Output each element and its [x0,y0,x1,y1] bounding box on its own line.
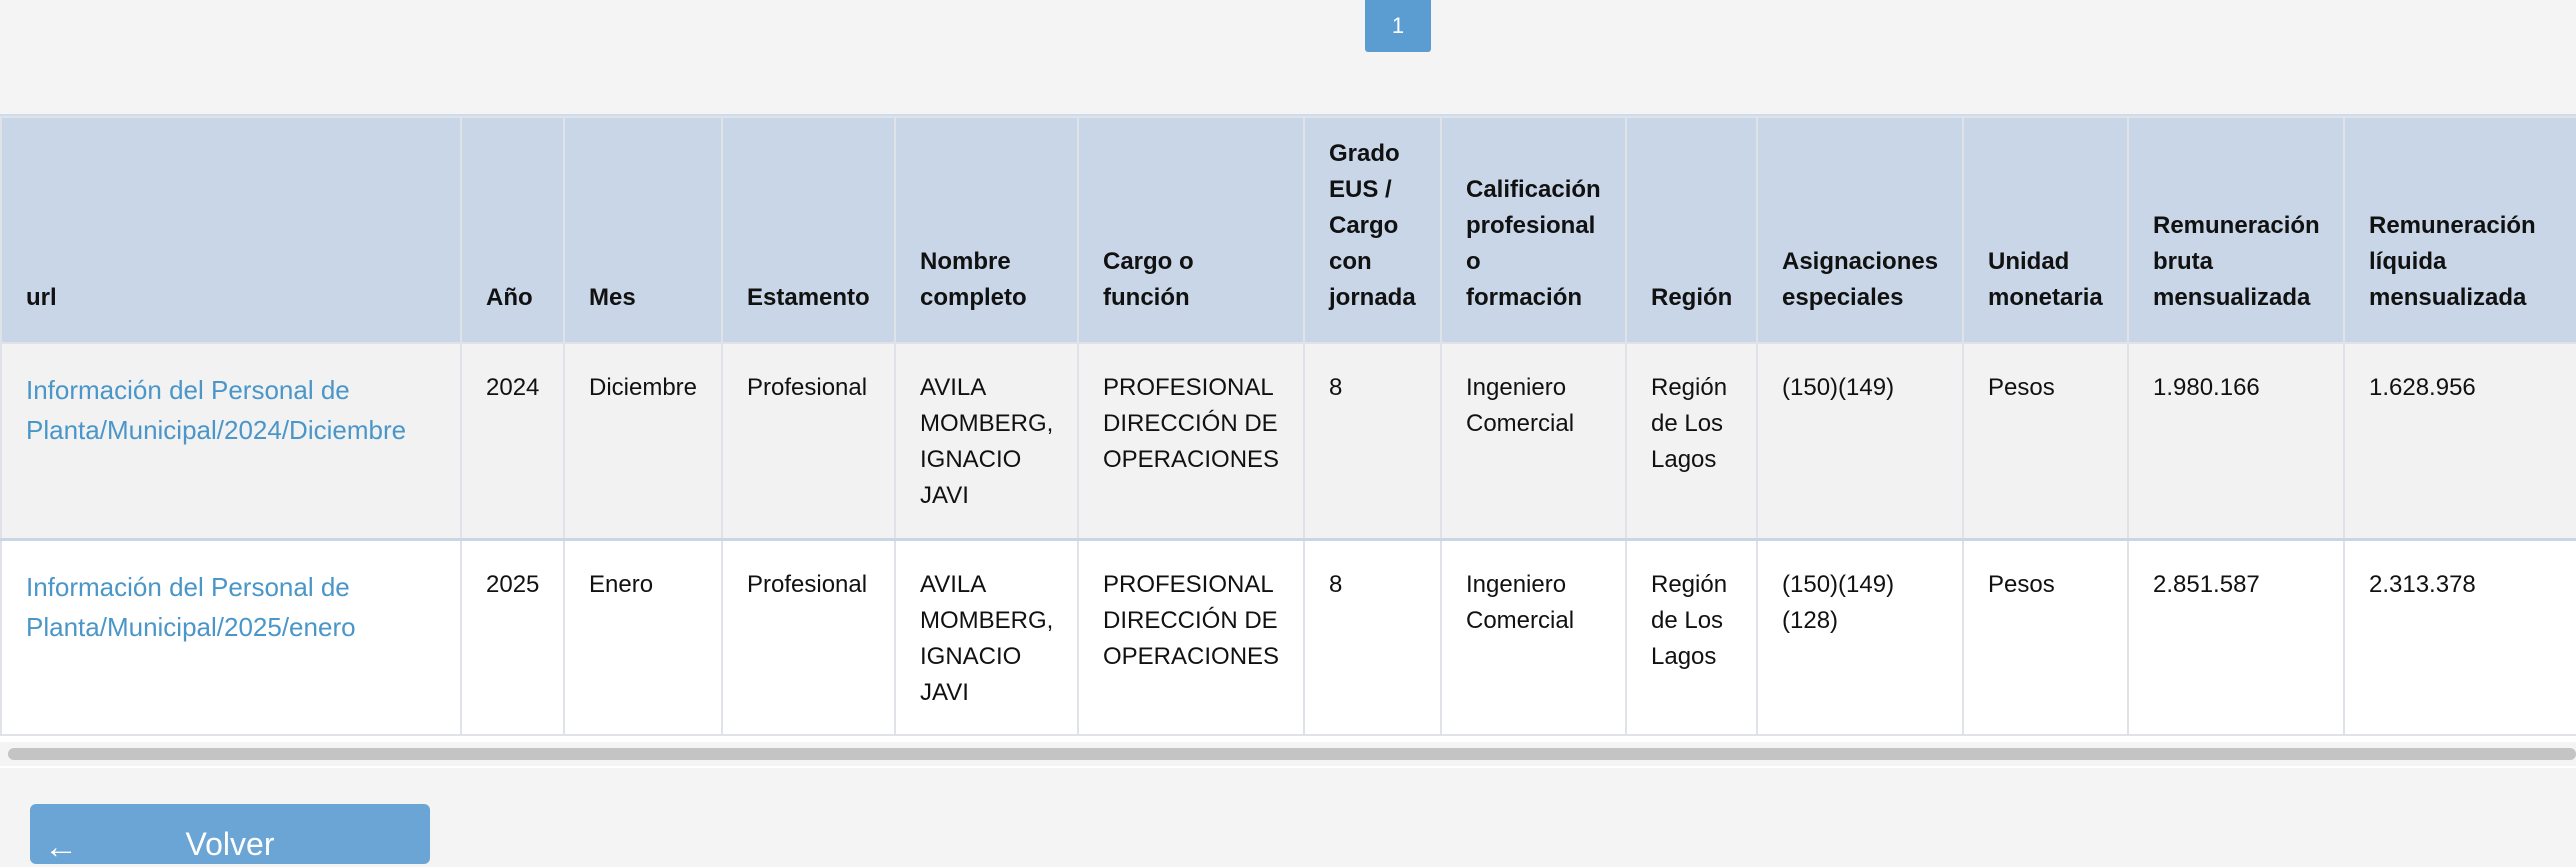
pagination-page-1[interactable]: 1 [1365,0,1431,52]
column-header-estamento[interactable]: Estamento [722,117,895,343]
data-table-container [0,114,2576,768]
cell-cargo: PROFESIONAL DIRECCIÓN DE OPERACIONES [1078,539,1304,735]
cell-unidad: Pesos [1963,539,2128,735]
cell-unidad: Pesos [1963,343,2128,539]
cell-nombre: AVILA MOMBERG, IGNACIO JAVI [895,343,1078,539]
horizontal-scrollbar[interactable] [0,742,2576,766]
cell-estamento: Profesional [722,343,895,539]
cell-region: Región de Los Lagos [1626,539,1757,735]
cell-anio: 2024 [461,343,564,539]
cell-asignaciones: (150)(149) [1757,343,1963,539]
cell-liquida: 2.313.378 [2344,539,2576,735]
cell-calificacion: Ingeniero Comercial [1441,343,1626,539]
cell-bruta: 2.851.587 [2128,539,2344,735]
cell-cargo: PROFESIONAL DIRECCIÓN DE OPERACIONES [1078,343,1304,539]
column-header-calificacion[interactable]: Calificación profesional o formación [1441,117,1626,343]
row-link[interactable]: Información del Personal de Planta/Municipal/2024/Diciembre [26,375,407,445]
cell-estamento: Profesional [722,539,895,735]
cell-asignaciones: (150)(149)(128) [1757,539,1963,735]
column-header-region[interactable]: Región [1626,117,1757,343]
cell-grado: 8 [1304,343,1441,539]
data-table [0,116,2576,736]
arrow-left-icon: ← [44,828,78,866]
table-row [1,539,2576,735]
column-header-asignaciones[interactable]: Asignaciones especiales [1757,117,1963,343]
column-header-grado[interactable]: Grado EUS / Cargo con jornada [1304,117,1441,343]
column-header-mes[interactable]: Mes [564,117,722,343]
cell-mes: Enero [564,539,722,735]
cell-region: Región de Los Lagos [1626,343,1757,539]
column-header-cargo[interactable]: Cargo o función [1078,117,1304,343]
column-header-liquida[interactable]: Remuneración líquida mensualizada [2344,117,2576,343]
volver-button[interactable] [30,804,430,864]
column-header-url[interactable]: url [1,117,461,343]
column-header-unidad[interactable]: Unidad monetaria [1963,117,2128,343]
cell-mes: Diciembre [564,343,722,539]
cell-nombre: AVILA MOMBERG, IGNACIO JAVI [895,539,1078,735]
cell-liquida: 1.628.956 [2344,343,2576,539]
cell-bruta: 1.980.166 [2128,343,2344,539]
scrollbar-thumb[interactable] [8,748,2576,760]
cell-url [1,343,461,539]
cell-url [1,539,461,735]
volver-label: Volver [185,826,275,862]
cell-anio: 2025 [461,539,564,735]
column-header-bruta[interactable]: Remuneración bruta mensualizada [2128,117,2344,343]
cell-calificacion: Ingeniero Comercial [1441,539,1626,735]
column-header-nombre[interactable]: Nombre completo [895,117,1078,343]
table-row [1,343,2576,539]
row-link[interactable]: Información del Personal de Planta/Municipal/2025/enero [26,571,356,642]
cell-grado: 8 [1304,539,1441,735]
table-header-row [1,117,2576,343]
column-header-anio[interactable]: Año [461,117,564,343]
